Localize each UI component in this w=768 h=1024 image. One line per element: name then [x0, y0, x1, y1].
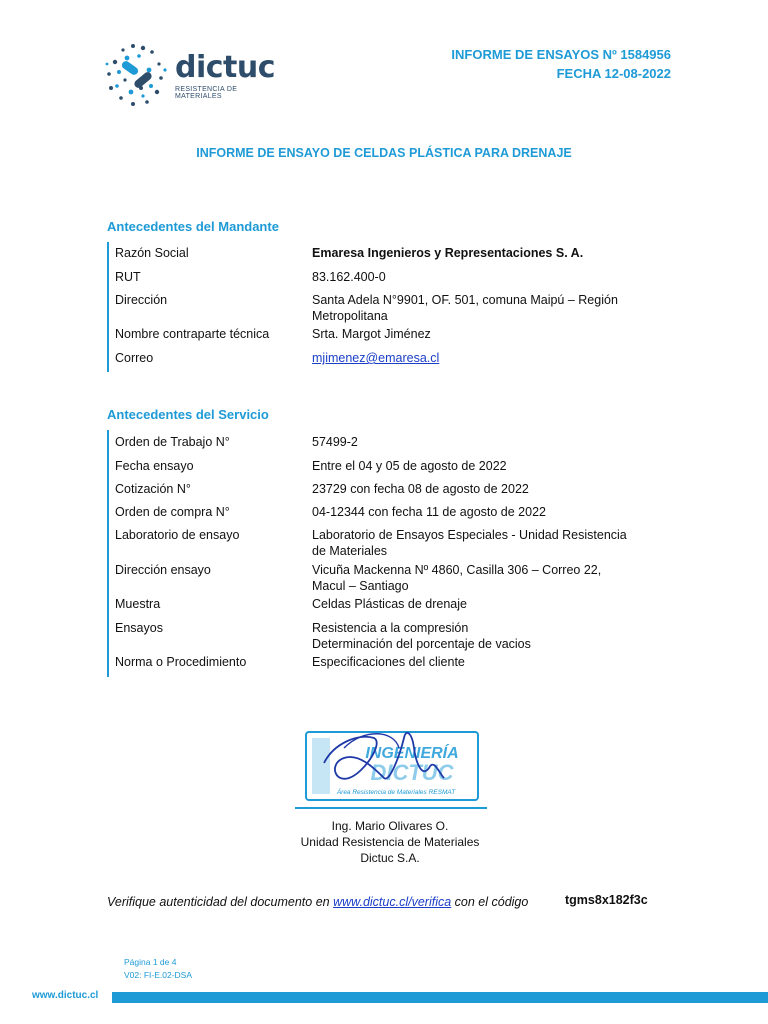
- row-value: Emaresa Ingenieros y Representaciones S. A.: [312, 246, 584, 260]
- row-label: Dirección: [115, 293, 168, 307]
- row-value: 23729 con fecha 08 de agosto de 2022: [312, 482, 529, 496]
- row-label: Correo: [115, 351, 154, 365]
- row-label: Fecha ensayo: [115, 459, 194, 473]
- page-title: INFORME DE ENSAYO DE CELDAS PLÁSTICA PARA DRENAJE: [196, 146, 572, 160]
- row-value: 04-12344 con fecha 11 de agosto de 2022: [312, 505, 546, 519]
- row-label: Laboratorio de ensayo: [115, 528, 240, 542]
- stamp-line-2: DICTUC: [370, 760, 454, 785]
- row-value: Celdas Plásticas de drenaje: [312, 597, 467, 611]
- dictuc-logo: [103, 40, 283, 114]
- email-link[interactable]: mjimenez@emaresa.cl: [312, 351, 440, 365]
- document-version: V02: FI-E.02-DSA: [124, 970, 193, 980]
- row-label: Orden de compra N°: [115, 505, 230, 519]
- row-value: Entre el 04 y 05 de agosto de 2022: [312, 459, 507, 473]
- row-value: Vicuña Mackenna Nº 4860, Casilla 306 – Correo 22, Macul – Santiago: [312, 563, 602, 593]
- verify-text: [107, 895, 528, 909]
- row-value: Santa Adela N°9901, OF. 501, comuna Maipú – Región Metropolitana: [312, 293, 618, 323]
- report-number: INFORME DE ENSAYOS Nº 1584956: [451, 47, 671, 62]
- row-label: Razón Social: [115, 246, 189, 260]
- stamp-line-3: Área Resistencia de Materiales RESMAT: [336, 789, 456, 796]
- verify-link[interactable]: www.dictuc.cl/verifica: [333, 895, 452, 909]
- row-label: Muestra: [115, 597, 161, 611]
- logo-dots-icon: [103, 40, 173, 114]
- signer-name: Ing. Mario Olivares O.: [331, 819, 449, 833]
- stamp-line-1: INGENIERÍA: [365, 745, 459, 762]
- signer-company: Dictuc S.A.: [360, 851, 420, 865]
- signer-unit: Unidad Resistencia de Materiales: [300, 835, 480, 849]
- row-value: 57499-2: [312, 435, 358, 449]
- row-value: 83.162.400-0: [312, 270, 386, 284]
- mandante-heading: Antecedentes del Mandante: [107, 219, 279, 234]
- signature-line: [295, 807, 487, 809]
- website-link[interactable]: www.dictuc.cl: [32, 990, 99, 1001]
- report-date: FECHA 12-08-2022: [556, 66, 671, 81]
- row-label: Norma o Procedimiento: [115, 655, 247, 669]
- row-value: Srta. Margot Jiménez: [312, 327, 431, 341]
- mandante-bar: [107, 242, 109, 372]
- row-label: Ensayos: [115, 621, 163, 635]
- servicio-bar: [107, 430, 109, 677]
- verification-code: tgms8x182f3c: [565, 893, 648, 907]
- footer-bar: [112, 992, 768, 1003]
- row-value-2: Determinación del porcentaje de vacios: [312, 637, 531, 651]
- signature-stamp: [304, 718, 480, 808]
- servicio-heading: Antecedentes del Servicio: [107, 407, 269, 422]
- row-label: Orden de Trabajo N°: [115, 435, 230, 449]
- row-label: Cotización N°: [115, 482, 191, 496]
- row-value: Laboratorio de Ensayos Especiales - Unidad Resistencia de Materiales: [312, 528, 627, 558]
- page-number: Página 1 de 4: [124, 957, 177, 967]
- logo-subtitle: RESISTENCIA DE MATERIALES: [175, 86, 238, 100]
- row-value: Resistencia a la compresión: [312, 621, 469, 635]
- logo-wordmark: dictuc: [175, 50, 276, 85]
- row-label: RUT: [115, 270, 141, 284]
- row-label: Dirección ensayo: [115, 563, 211, 577]
- verify-before: Verifique autenticidad del documento en: [107, 895, 334, 909]
- row-value: Especificaciones del cliente: [312, 655, 465, 669]
- row-label: Nombre contraparte técnica: [115, 327, 270, 341]
- verify-after: con el código: [451, 895, 529, 909]
